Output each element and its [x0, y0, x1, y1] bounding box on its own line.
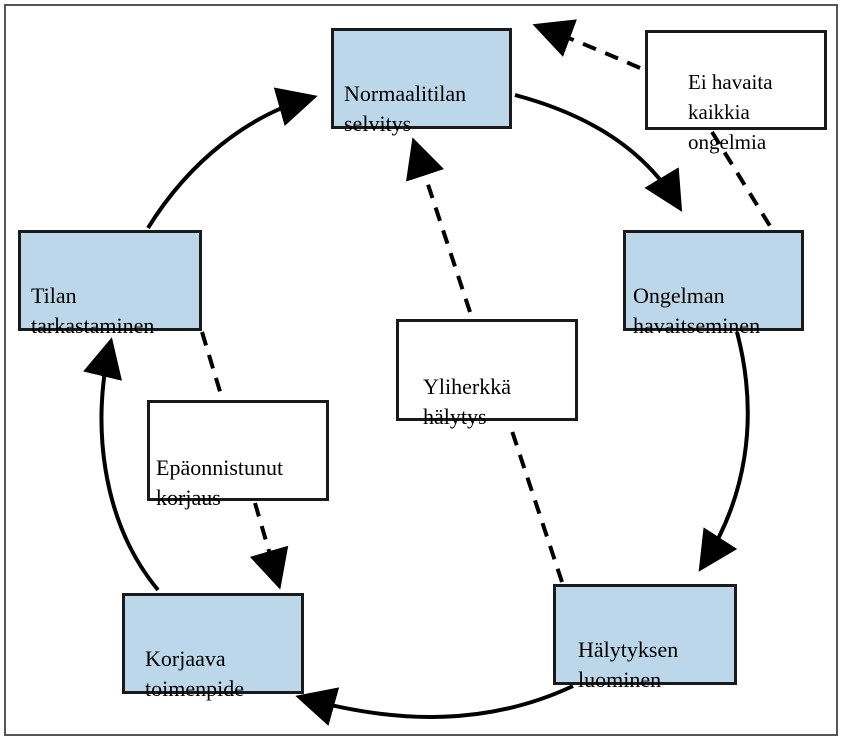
dashed-oversensitive-to-normal — [415, 145, 470, 312]
note-box-missed — [645, 30, 827, 154]
note-label-oversensitive: Yliherkkä hälytys — [423, 374, 511, 429]
arrow-alarm-to-corrective — [303, 686, 573, 717]
state-label-detect: Ongelman havaitseminen — [633, 283, 761, 338]
dashed-check-to-failed — [202, 332, 222, 398]
note-label-missed: Ei havaita kaikkia ongelmia — [688, 70, 773, 154]
note-label-failed-fix: Epäonnistunut korjaus — [156, 455, 284, 510]
dashed-missed-to-normal — [540, 27, 640, 68]
state-label-normal: Normaalitilan selvitys — [344, 81, 467, 136]
state-label-corrective: Korjaava toimenpide — [145, 646, 244, 701]
state-box-normal — [331, 28, 512, 136]
note-box-oversensitive — [396, 319, 578, 429]
state-box-check — [18, 230, 202, 338]
note-box-failed-fix — [147, 400, 329, 510]
arrow-check-to-normal — [148, 98, 310, 228]
state-label-check: Tilan tarkastaminen — [31, 283, 155, 338]
state-box-corrective — [122, 593, 304, 701]
state-box-detect — [623, 230, 804, 338]
state-box-alarm — [553, 584, 737, 692]
state-label-alarm: Hälytyksen luominen — [578, 637, 679, 692]
